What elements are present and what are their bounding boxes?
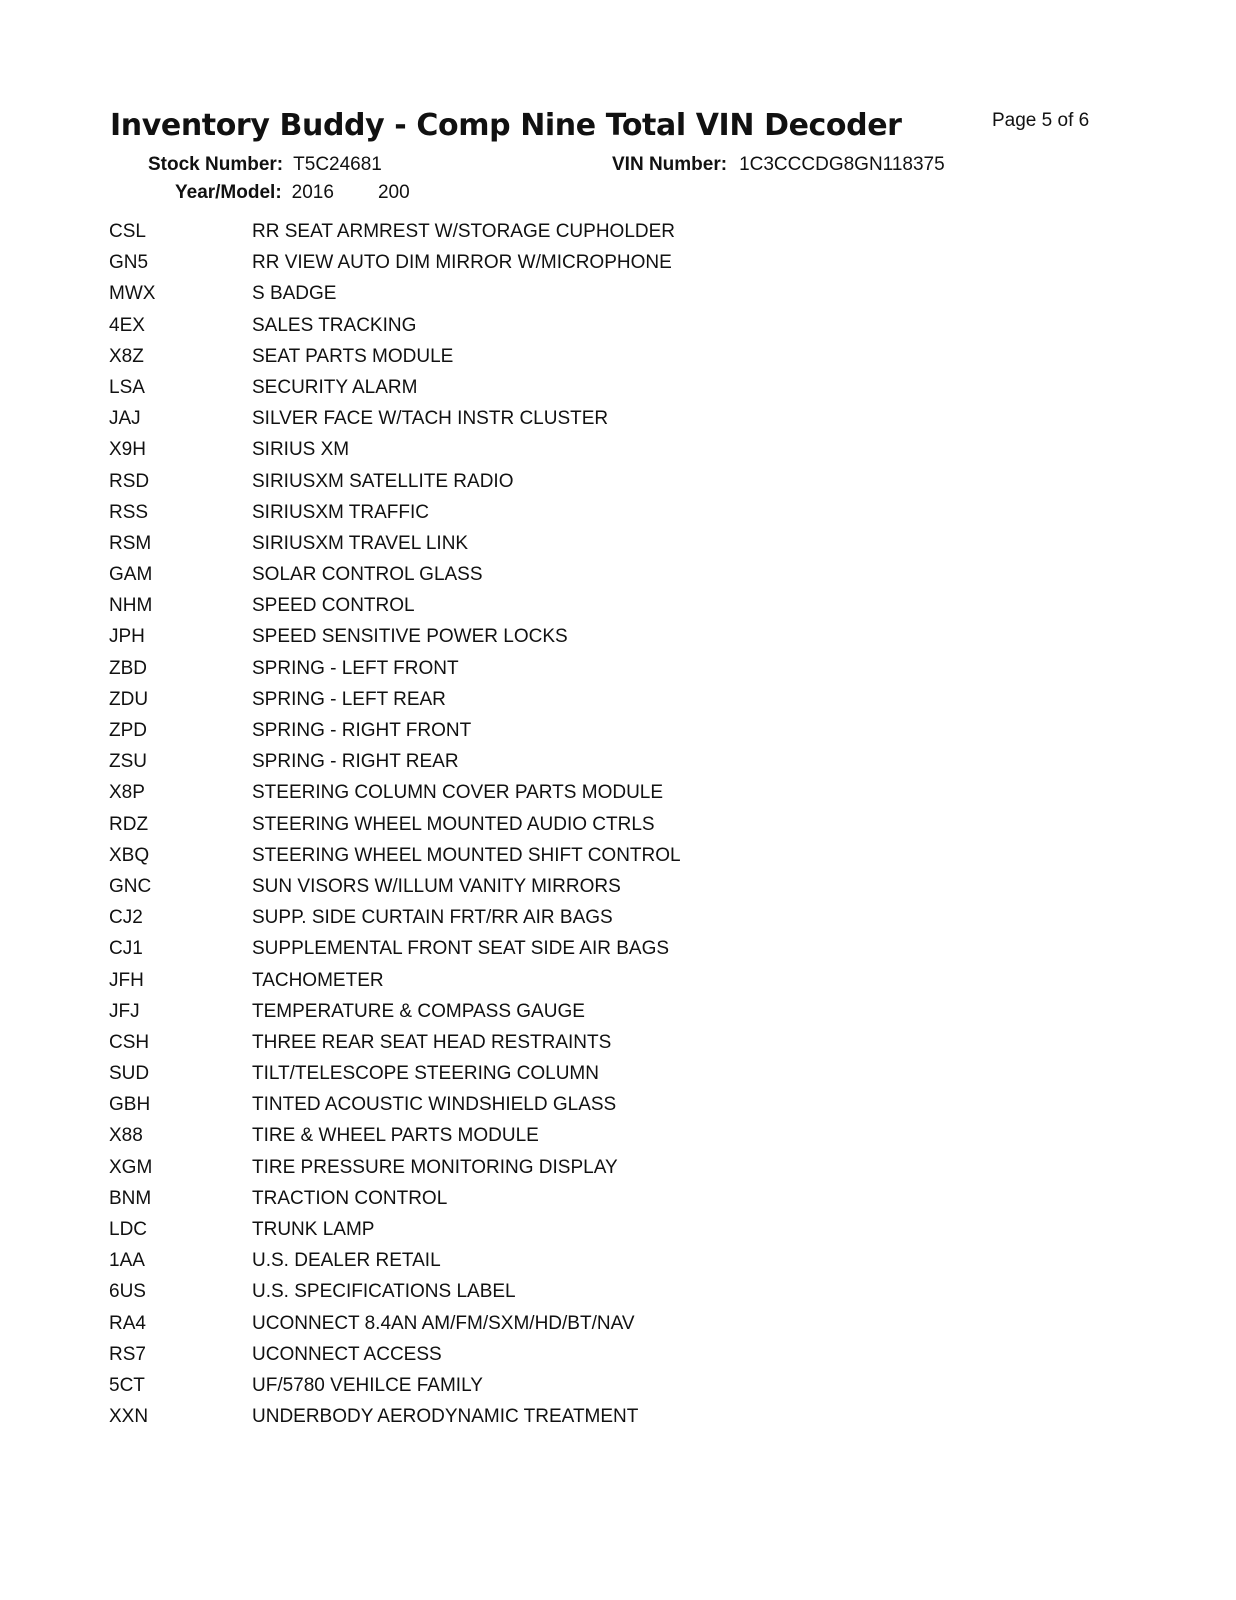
option-code: XGM xyxy=(109,1156,153,1178)
option-code: RSS xyxy=(109,501,149,523)
option-description: UCONNECT ACCESS xyxy=(252,1343,442,1365)
option-code-row xyxy=(109,403,809,434)
vin-number-label: VIN Number: xyxy=(612,154,728,175)
vin-number-value: 1C3CCCDG8GN118375 xyxy=(739,154,945,175)
option-code-row xyxy=(109,1214,809,1245)
stock-number-label: Stock Number: xyxy=(148,154,284,175)
option-code-row xyxy=(109,1276,809,1307)
option-code: JPH xyxy=(109,626,145,648)
option-code: X88 xyxy=(109,1125,143,1147)
option-description: U.S. SPECIFICATIONS LABEL xyxy=(252,1281,516,1303)
stock-number-value: T5C24681 xyxy=(293,154,382,175)
option-code-row xyxy=(109,996,809,1027)
option-description: S BADGE xyxy=(252,283,337,305)
stock-number xyxy=(148,154,382,176)
option-description: TIRE PRESSURE MONITORING DISPLAY xyxy=(252,1156,618,1178)
option-code-row xyxy=(109,809,809,840)
option-description: SECURITY ALARM xyxy=(252,376,418,398)
option-code: 1AA xyxy=(109,1250,145,1272)
option-description: STEERING WHEEL MOUNTED SHIFT CONTROL xyxy=(252,844,681,866)
option-description: SEAT PARTS MODULE xyxy=(252,345,454,367)
option-code-row xyxy=(109,1308,809,1339)
option-code-row xyxy=(109,1370,809,1401)
year-model-label: Year/Model: xyxy=(175,182,282,203)
option-description: TIRE & WHEEL PARTS MODULE xyxy=(252,1125,539,1147)
option-description: RR SEAT ARMREST W/STORAGE CUPHOLDER xyxy=(252,221,676,242)
option-code-row xyxy=(109,653,809,684)
option-code: XXN xyxy=(109,1406,149,1428)
document-title: Inventory Buddy - Comp Nine Total VIN Decoder xyxy=(110,108,902,143)
option-code: X8Z xyxy=(109,345,144,367)
option-code-row xyxy=(109,1058,809,1089)
option-code: SUD xyxy=(109,1063,150,1085)
option-description: SOLAR CONTROL GLASS xyxy=(252,564,483,586)
option-code: ZDU xyxy=(109,688,149,710)
option-code: NHM xyxy=(109,595,153,617)
option-code: ZPD xyxy=(109,720,147,741)
model-value: 200 xyxy=(377,182,410,203)
option-description: SIRIUSXM TRAVEL LINK xyxy=(252,532,469,554)
option-code-row xyxy=(109,1027,809,1058)
option-code: GBH xyxy=(109,1094,151,1116)
option-description: SPEED SENSITIVE POWER LOCKS xyxy=(252,626,568,648)
option-code: XBQ xyxy=(109,844,150,866)
option-description: TRACTION CONTROL xyxy=(252,1187,448,1209)
option-code: JFJ xyxy=(109,1000,140,1022)
option-description: TINTED ACOUSTIC WINDSHIELD GLASS xyxy=(252,1094,617,1116)
option-code-row xyxy=(109,528,809,559)
option-description: SIRIUS XM xyxy=(252,439,350,461)
option-code: CJ1 xyxy=(109,938,143,960)
option-description: SILVER FACE W/TACH INSTR CLUSTER xyxy=(252,408,609,430)
option-code: RA4 xyxy=(109,1312,146,1334)
option-code-row xyxy=(109,715,809,746)
option-code: MWX xyxy=(109,283,156,305)
option-code-row xyxy=(109,590,809,621)
option-code: CSL xyxy=(109,221,146,242)
option-description: SUPPLEMENTAL FRONT SEAT SIDE AIR BAGS xyxy=(252,938,670,960)
option-code: RDZ xyxy=(109,813,149,835)
page-number: Page 5 of 6 xyxy=(992,110,1090,131)
option-code-row xyxy=(109,965,809,996)
option-code-row xyxy=(109,1401,809,1432)
option-description: TRUNK LAMP xyxy=(252,1219,375,1240)
option-description: UF/5780 VEHILCE FAMILY xyxy=(252,1374,483,1396)
option-description: STEERING WHEEL MOUNTED AUDIO CTRLS xyxy=(252,813,655,835)
option-description: SPRING - LEFT REAR xyxy=(252,688,446,710)
option-code-row xyxy=(109,777,809,808)
option-code-row xyxy=(109,840,809,871)
option-code: GAM xyxy=(109,564,153,586)
option-description: SALES TRACKING xyxy=(252,314,417,336)
option-description: UCONNECT 8.4AN AM/FM/SXM/HD/BT/NAV xyxy=(252,1312,635,1334)
option-code: RSM xyxy=(109,532,152,554)
option-code-row xyxy=(109,216,809,247)
option-code: X8P xyxy=(109,782,145,804)
year-value: 2016 xyxy=(291,182,334,203)
option-code: JFH xyxy=(109,969,144,991)
option-code-row xyxy=(109,497,809,528)
option-description: SIRIUSXM TRAFFIC xyxy=(252,501,429,523)
option-description: U.S. DEALER RETAIL xyxy=(252,1250,441,1272)
option-code-row xyxy=(109,1152,809,1183)
option-description: TEMPERATURE & COMPASS GAUGE xyxy=(252,1000,585,1022)
option-code-row xyxy=(109,466,809,497)
option-description: RR VIEW AUTO DIM MIRROR W/MICROPHONE xyxy=(252,252,672,274)
option-code: RSD xyxy=(109,470,150,492)
option-code-row xyxy=(109,1183,809,1214)
option-code-list xyxy=(109,216,809,1432)
option-code-row xyxy=(109,1089,809,1120)
option-code-row xyxy=(109,1120,809,1151)
option-code: 6US xyxy=(109,1281,146,1303)
option-code-row xyxy=(109,684,809,715)
option-description: THREE REAR SEAT HEAD RESTRAINTS xyxy=(252,1031,612,1053)
option-code-row xyxy=(109,372,809,403)
option-code-row xyxy=(109,746,809,777)
option-code-row xyxy=(109,621,809,652)
option-code-row xyxy=(109,341,809,372)
option-code-row xyxy=(109,902,809,933)
option-description: SPEED CONTROL xyxy=(252,595,415,617)
option-code: RS7 xyxy=(109,1343,146,1365)
option-code: CJ2 xyxy=(109,907,143,929)
option-code-row xyxy=(109,310,809,341)
option-description: TACHOMETER xyxy=(252,969,384,991)
year-model xyxy=(175,182,410,204)
option-description: SPRING - LEFT FRONT xyxy=(252,657,459,679)
option-code: LSA xyxy=(109,376,145,398)
option-description: SUPP. SIDE CURTAIN FRT/RR AIR BAGS xyxy=(252,907,613,929)
option-description: STEERING COLUMN COVER PARTS MODULE xyxy=(252,782,664,804)
option-code-row xyxy=(109,1245,809,1276)
option-code-row xyxy=(109,278,809,309)
option-description: SIRIUSXM SATELLITE RADIO xyxy=(252,470,514,492)
option-description: SUN VISORS W/ILLUM VANITY MIRRORS xyxy=(252,875,621,897)
option-code-row xyxy=(109,434,809,465)
option-code-row xyxy=(109,871,809,902)
option-description: UNDERBODY AERODYNAMIC TREATMENT xyxy=(252,1406,639,1428)
option-code: ZBD xyxy=(109,657,147,679)
option-description: TILT/TELESCOPE STEERING COLUMN xyxy=(252,1063,599,1085)
option-code-row xyxy=(109,559,809,590)
option-description: SPRING - RIGHT REAR xyxy=(252,751,459,773)
option-code: BNM xyxy=(109,1187,152,1209)
option-code: 4EX xyxy=(109,314,145,336)
option-code-row xyxy=(109,933,809,964)
option-code: 5CT xyxy=(109,1374,145,1396)
option-code: ZSU xyxy=(109,751,147,773)
option-description: SPRING - RIGHT FRONT xyxy=(252,720,472,741)
option-code: X9H xyxy=(109,439,146,461)
option-code: GN5 xyxy=(109,252,149,274)
option-code: CSH xyxy=(109,1031,150,1053)
option-code: JAJ xyxy=(109,408,141,430)
option-code: GNC xyxy=(109,875,152,897)
option-code-row xyxy=(109,247,809,278)
vin-number xyxy=(612,154,945,176)
option-code: LDC xyxy=(109,1219,148,1240)
option-code-row xyxy=(109,1339,809,1370)
